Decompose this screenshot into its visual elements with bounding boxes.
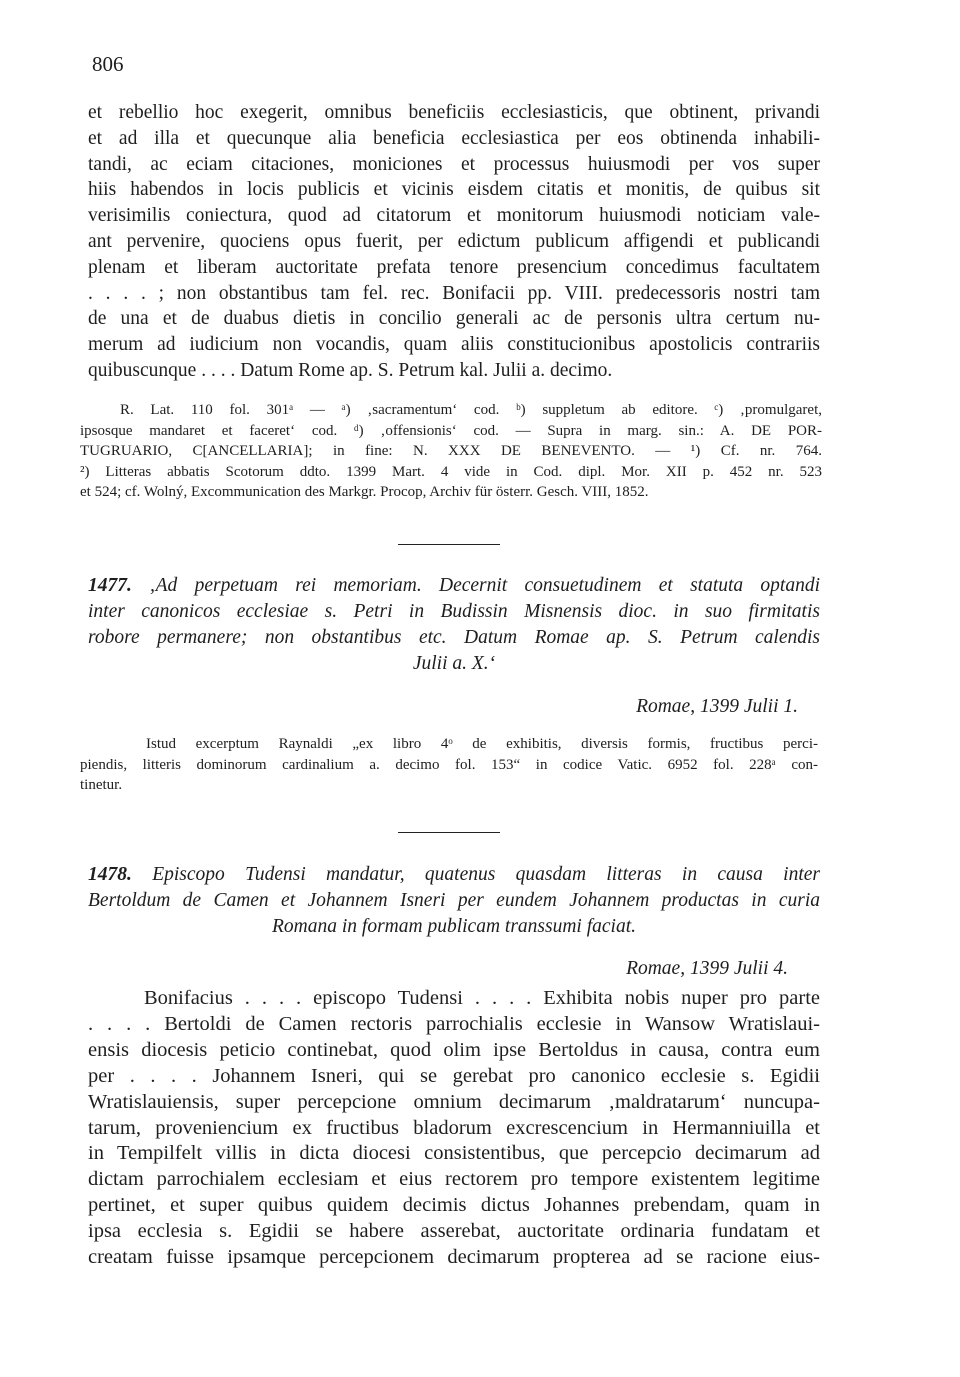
heading-line: 1477. ‚Ad perpetuam rei memoriam. Decernit consuetudinem et statuta optandi — [88, 575, 821, 596]
note-line: TUGRUARIO, C[ANCELLARIA]; in fine: N. XXX DE BENEVENTO. — ¹) Cf. nr. 764. — [80, 443, 822, 459]
heading-line: robore permanere; non obstantibus etc. Datum Romae ap. S. Petrum calendis — [88, 627, 820, 648]
text-line: Wratislauiensis, super percepcione omnium decimarum ‚maldratarum‘ nuncupa- — [88, 1090, 820, 1113]
text-line: verisimilis coniectura, quod ad citatorum et monitorum huiusmodi noticiam vale- — [88, 205, 820, 227]
text-line: ipsa ecclesia s. Egidii se habere asserebat, auctoritate ordinaria fundatam et — [88, 1220, 820, 1243]
text-line: . . . . ; non obstantibus tam fel. rec. Bonifacii pp. VIII. predecessoris nostri tam — [88, 282, 820, 304]
text-line: in Tempilfelt villis in dicta diocesi consistentibus, que percepcio decimarum ad — [88, 1142, 820, 1165]
section-divider — [398, 832, 500, 833]
text-line: et ad illa et quecunque alia beneficia ecclesiastica per eos obtinenda inhabili- — [88, 127, 820, 149]
source-notes — [80, 400, 822, 503]
text-line: creatam fuisse ipsamque percepcionem decimarum propterea ad se racione eius- — [88, 1246, 820, 1269]
text-line: hiis habendos in locis publicis et vicinis eisdem citatis et monitis, de quibus sit — [88, 179, 820, 201]
text-line: tarum, proveniencium ex fructibus bladorum excrescencium in Hermanniuilla et — [88, 1116, 820, 1139]
entry-number: 1478. — [88, 864, 132, 885]
note-line: ipsosque mandaret et faceret‘ cod. ᵈ) ‚offensionis‘ cod. — Supra in marg. sin.: A. DE POR- — [80, 422, 822, 439]
heading-line: Bertoldum de Camen et Johannem Isneri per eundem Johannem productas in curia — [88, 890, 820, 911]
text-line: ant pervenire, quociens opus fuerit, per edictum publicum affigendi et publicandi — [88, 230, 820, 252]
note-line: ²) Litteras abbatis Scotorum ddto. 1399 Mart. 4 vide in Cod. dipl. Mor. XII p. 452 nr. 523 — [80, 463, 822, 480]
text-line: plenam et liberam auctoritate prefata tenore presencium concedimus facultatem — [88, 256, 820, 278]
entry-1477-heading — [88, 573, 820, 677]
heading-line: Romana in formam publicam transsumi faciat. — [272, 916, 636, 937]
heading-line: 1478. Episcopo Tudensi mandatur, quatenus quasdam litteras in causa inter — [88, 864, 820, 885]
page-number: 806 — [92, 52, 124, 76]
note-line: et 524; cf. Wolný, Excommunication des Markgr. Procop, Archiv für österr. Gesch. VIII, 1852. — [80, 484, 649, 500]
heading-line: Julii a. X.‘ — [412, 653, 496, 674]
note-line: Istud excerptum Raynaldi „ex libro 4ᵒ de exhibitis, diversis formis, fructibus perci- — [146, 736, 818, 752]
text-line: dictam parrochialem ecclesiam et eius rectorem pro tempore existentem legitime — [88, 1168, 820, 1191]
note-line: R. Lat. 110 fol. 301ᵃ — ᵃ) ‚sacramentum‘ cod. ᵇ) suppletum ab editore. ᶜ) ‚promulgaret, — [120, 402, 822, 418]
text-line: ensis diocesis peticio continebat, quod olim ipse Bertoldus in causa, contra eum — [88, 1038, 820, 1061]
entry-1477-date: Romae, 1399 Julii 1. — [636, 696, 798, 717]
text-line: per . . . . Johannem Isneri, qui se gerebat pro canonico ecclesie s. Egidii — [88, 1064, 820, 1087]
text-line: quibuscunque . . . . Datum Rome ap. S. Petrum kal. Julii a. decimo. — [88, 359, 613, 381]
text-line: Bonifacius . . . . episcopo Tudensi . . . . Exhibita nobis nuper pro parte — [144, 987, 820, 1009]
text-line: . . . . Bertoldi de Camen rectoris parrochialis ecclesie in Wansow Wratislaui- — [88, 1012, 820, 1035]
section-divider — [398, 544, 500, 545]
continued-paragraph — [88, 100, 820, 384]
text-line: de una et de duabus dietis in concilio generali ac de personis ultra certum nu- — [88, 308, 820, 330]
text-line: tandi, ac eciam citaciones, moniciones et processus huiusmodi per vos super — [88, 153, 820, 175]
entry-1477-notes — [80, 734, 818, 796]
note-line: tinetur. — [80, 777, 123, 793]
text-line: merum ad iudicium non vocandis, quam aliis constitucionibus apostolicis contrariis — [88, 334, 820, 356]
heading-line: inter canonicos ecclesiae s. Petri in Budissin Misnensis dioc. in suo firmitatis — [88, 601, 820, 622]
text-line: pertinet, et super quibus quidem decimis dictus Johannes prebendam, quam in — [88, 1194, 820, 1217]
text-line: et rebellio hoc exegerit, omnibus beneficiis ecclesiasticis, que obtinent, privandi — [88, 102, 820, 123]
note-line: piendis, litteris dominorum cardinalium a. decimo fol. 153“ in codice Vatic. 6952 fol. 228ᵃ con- — [80, 756, 818, 773]
entry-1478-heading — [88, 862, 820, 940]
entry-1478-body — [88, 986, 820, 1271]
entry-number: 1477. — [88, 575, 132, 596]
entry-1478-date: Romae, 1399 Julii 4. — [626, 958, 788, 979]
